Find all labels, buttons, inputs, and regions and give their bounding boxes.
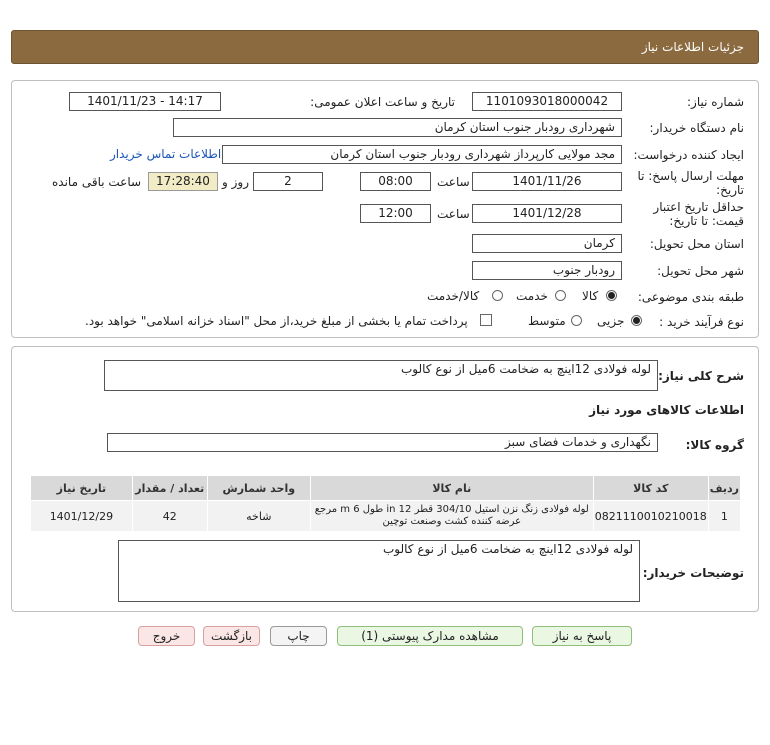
deadline-days-field[interactable]: 2 [253, 172, 323, 191]
cell-name-line1: لوله فولادی زنگ نزن استیل 304/10 قطر 12 in طول 6 m مرجع [314, 504, 589, 515]
cell-name [310, 501, 593, 532]
category-radio-service[interactable] [555, 290, 566, 301]
announce-field[interactable]: 1401/11/23 - 14:17 [69, 92, 221, 111]
city-label: شهر محل تحویل: [657, 264, 744, 278]
cell-name-line2: عرضه کننده کشت وصنعت توچین [382, 516, 522, 527]
table-row[interactable] [31, 501, 741, 532]
requester-field[interactable]: مجد مولایی کارپرداز شهرداری رودبار جنوب استان کرمان [222, 145, 622, 164]
category-radio-goods[interactable] [606, 290, 617, 301]
province-label: استان محل تحویل: [649, 237, 744, 251]
province-field[interactable]: کرمان [472, 234, 622, 253]
print-button[interactable]: چاپ [270, 626, 327, 646]
remaining-time-field: 17:28:40 [148, 172, 218, 191]
table-header-code: کد کالا [593, 476, 708, 501]
page-title: جزئیات اطلاعات نیاز [641, 40, 744, 54]
city-field[interactable]: رودبار جنوب [472, 261, 622, 280]
validity-time-field[interactable]: 12:00 [360, 204, 431, 223]
deadline-date-field[interactable]: 1401/11/26 [472, 172, 622, 191]
table-header-name: نام کالا [310, 476, 593, 501]
category-label: طبقه بندی موضوعی: [637, 290, 744, 304]
goods-group-label: گروه کالا: [685, 438, 744, 452]
buyer-contact-link[interactable]: اطلاعات تماس خریدار [110, 147, 222, 161]
table-header-date: تاریخ نیاز [31, 476, 133, 501]
process-option-medium: متوسط [528, 314, 566, 328]
summary-field[interactable]: لوله فولادی 12اینچ به ضخامت 6میل از نوع کالوب [104, 360, 658, 391]
table-header-row-number: ردیف [708, 476, 740, 501]
need-number-field[interactable]: 1101093018000042 [472, 92, 622, 111]
goods-section-title: اطلاعات کالاهای مورد نیاز [589, 403, 744, 417]
table-header-unit: واحد شمارش [207, 476, 310, 501]
process-label: نوع فرآیند خرید : [659, 315, 744, 329]
requester-label: ایجاد کننده درخواست: [633, 148, 744, 162]
summary-label: شرح کلی نیاز: [658, 369, 744, 383]
deadline-label-line1: مهلت ارسال پاسخ: تا [637, 169, 744, 183]
deadline-time-label: ساعت [437, 175, 470, 189]
cell-qty: 42 [132, 501, 207, 532]
table-header-qty: تعداد / مقدار [132, 476, 207, 501]
cell-unit: شاخه [207, 501, 310, 532]
category-radio-both[interactable] [492, 290, 503, 301]
validity-label-line1: حداقل تاریخ اعتبار [653, 200, 744, 214]
reply-button[interactable]: پاسخ به نیاز [532, 626, 632, 646]
page-header [11, 30, 759, 64]
treasury-payment-checkbox[interactable] [480, 314, 492, 326]
validity-label-line2: قیمت: تا تاریخ: [669, 214, 744, 228]
treasury-payment-note: پرداخت تمام یا بخشی از مبلغ خرید،از محل "اسناد خزانه اسلامی" خواهد بود. [85, 314, 468, 328]
process-option-minor: جزیی [597, 314, 625, 328]
back-button[interactable]: بازگشت [203, 626, 260, 646]
category-option-goods: کالا [582, 289, 599, 303]
buyer-org-label: نام دستگاه خریدار: [649, 121, 744, 135]
validity-date-field[interactable]: 1401/12/28 [472, 204, 622, 223]
category-option-service: خدمت [516, 289, 548, 303]
announce-label: تاریخ و ساعت اعلان عمومی: [310, 95, 455, 109]
cell-code: 0821110010210018 [593, 501, 708, 532]
buyer-notes-label: توضیحات خریدار: [642, 566, 744, 580]
process-radio-medium[interactable] [571, 315, 582, 326]
deadline-days-label: روز و [222, 175, 249, 189]
remaining-time-label: ساعت باقی مانده [52, 175, 142, 189]
category-option-both: کالا/خدمت [427, 289, 480, 303]
exit-button[interactable]: خروج [138, 626, 195, 646]
items-table [30, 475, 741, 532]
validity-time-label: ساعت [437, 207, 470, 221]
process-radio-minor[interactable] [631, 315, 642, 326]
deadline-time-field[interactable]: 08:00 [360, 172, 431, 191]
buyer-org-field[interactable]: شهرداری رودبار جنوب استان کرمان [173, 118, 622, 137]
cell-row-number: 1 [708, 501, 740, 532]
goods-group-field[interactable]: نگهداری و خدمات فضای سبز [107, 433, 658, 452]
buyer-notes-field[interactable]: لوله فولادی 12اینچ به ضخامت 6میل از نوع کالوب [118, 540, 640, 602]
view-attachments-button[interactable]: مشاهده مدارک پیوستی (1) [337, 626, 523, 646]
need-number-label: شماره نیاز: [687, 95, 744, 109]
deadline-label-line2: تاریخ: [716, 183, 744, 197]
cell-date: 1401/12/29 [31, 501, 133, 532]
